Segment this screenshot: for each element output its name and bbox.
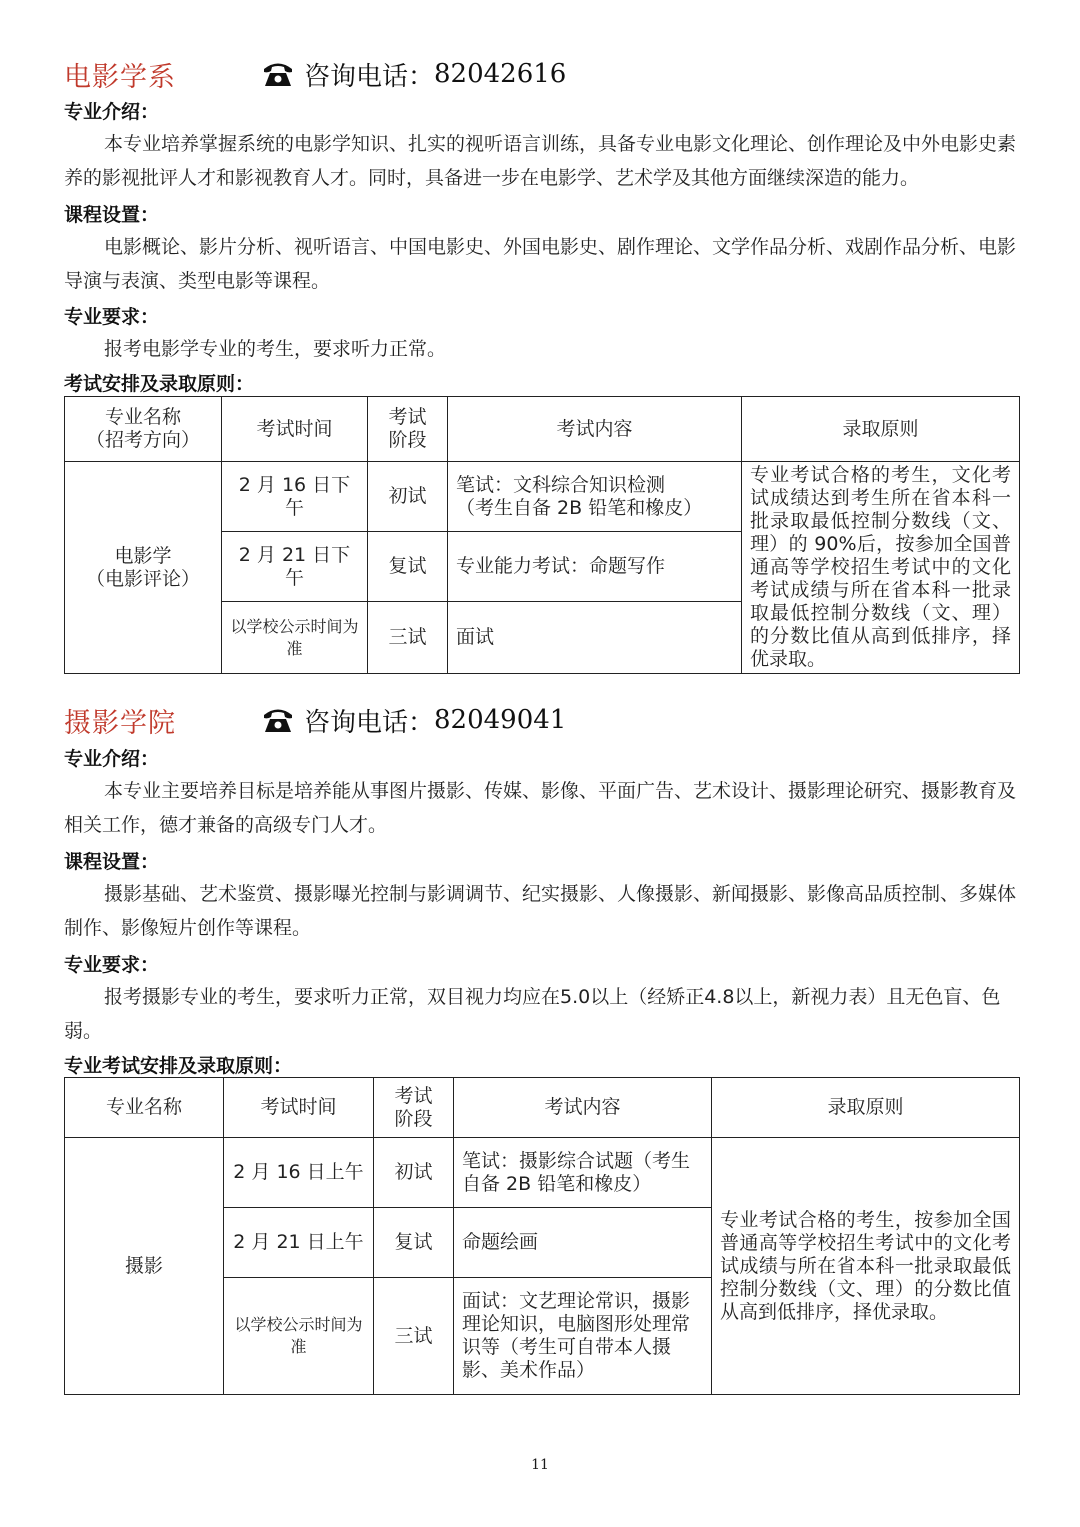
film-phone-label: 咨询电话：	[304, 61, 435, 92]
film-req-label: 专业要求：	[64, 306, 160, 328]
time-cell: 2 月 16 日上午	[224, 1138, 374, 1208]
photo-req-text: 报考摄影专业的考生，要求听力正常，双目视力均应在5.0以上（经矫正4.8以上，新视力表）且无色盲、色弱。	[64, 986, 1001, 1042]
table-header-row	[65, 1078, 1020, 1138]
time-cell: 2 月 21 日上午	[224, 1208, 374, 1278]
film-dept-header	[64, 54, 566, 94]
film-dept-title: 电影学系	[64, 61, 176, 93]
time-cell: 以学校公示时间为准	[222, 602, 368, 674]
film-course-label: 课程设置：	[64, 204, 160, 226]
major-cell: 电影学 （电影评论）	[65, 462, 222, 674]
content-cell: 笔试：摄影综合试题（考生自备 2B 铅笔和橡皮）	[454, 1138, 712, 1208]
header-principle: 录取原则	[712, 1078, 1020, 1138]
photo-intro-text: 本专业主要培养目标是培养能从事图片摄影、传媒、影像、平面广告、艺术设计、摄影理论研究、摄影教育及相关工作，德才兼备的高级专门人才。	[64, 780, 1017, 836]
telephone-icon	[262, 706, 294, 734]
header-stage: 考试 阶段	[374, 1078, 454, 1138]
header-major: 专业名称 （招考方向）	[65, 397, 222, 462]
header-time: 考试时间	[224, 1078, 374, 1138]
time-cell: 2 月 21 日下午	[222, 532, 368, 602]
stage-cell: 复试	[368, 532, 448, 602]
photo-phone-label: 咨询电话：	[304, 707, 435, 738]
table-header-row	[65, 397, 1020, 462]
film-table-label: 考试安排及录取原则：	[64, 373, 255, 395]
time-cell: 2 月 16 日下午	[222, 462, 368, 532]
content-cell: 专业能力考试：命题写作	[448, 532, 742, 602]
content-cell: 笔试：文科综合知识检测 （考生自备 2B 铅笔和橡皮）	[448, 462, 742, 532]
film-intro-text: 本专业培养掌握系统的电影学知识、扎实的视听语言训练，具备专业电影文化理论、创作理论及中外电影史素养的影视批评人才和影视教育人才。同时，具备进一步在电影学、艺术学及其他方面继续深造的能力。	[64, 133, 1017, 189]
stage-cell: 三试	[374, 1278, 454, 1395]
photo-table-label: 专业考试安排及录取原则：	[64, 1055, 293, 1077]
principle-cell: 专业考试合格的考生，文化考试成绩达到考生所在省本科一批录取最低控制分数线（文、理）的 90%后，按参加全国普通高等学校招生考试中的文化考试成绩与所在省本科一批录取最低控制分数线（文、理）的分数比值从高到低排序，择优录取。	[742, 462, 1020, 674]
stage-cell: 初试	[374, 1138, 454, 1208]
header-time: 考试时间	[222, 397, 368, 462]
content-cell: 命题绘画	[454, 1208, 712, 1278]
photo-dept-title: 摄影学院	[64, 707, 176, 739]
content-cell: 面试：文艺理论常识，摄影理论知识，电脑图形处理常识等（考生可自带本人摄影、美术作品）	[454, 1278, 712, 1395]
stage-cell: 复试	[374, 1208, 454, 1278]
header-major: 专业名称	[65, 1078, 224, 1138]
header-principle: 录取原则	[742, 397, 1020, 462]
photo-intro-label: 专业介绍：	[64, 748, 160, 770]
principle-cell: 专业考试合格的考生，按参加全国普通高等学校招生考试中的文化考试成绩与所在省本科一批录取最低控制分数线（文、理）的分数比值从高到低排序，择优录取。	[712, 1138, 1020, 1395]
photo-dept-header	[64, 700, 566, 740]
content-cell: 面试	[448, 602, 742, 674]
stage-cell: 三试	[368, 602, 448, 674]
film-req-text: 报考电影学专业的考生，要求听力正常。	[104, 338, 447, 360]
film-intro-label: 专业介绍：	[64, 101, 160, 123]
photo-req-label: 专业要求：	[64, 954, 160, 976]
stage-cell: 初试	[368, 462, 448, 532]
photo-course-text: 摄影基础、艺术鉴赏、摄影曝光控制与影调调节、纪实摄影、人像摄影、新闻摄影、影像高品质控制、多媒体制作、影像短片创作等课程。	[64, 883, 1017, 939]
header-content: 考试内容	[448, 397, 742, 462]
header-content: 考试内容	[454, 1078, 712, 1138]
photo-phone-number: 82049041	[434, 705, 567, 735]
time-cell: 以学校公示时间为准	[224, 1278, 374, 1395]
photo-course-label: 课程设置：	[64, 851, 160, 873]
film-course-text: 电影概论、影片分析、视听语言、中国电影史、外国电影史、剧作理论、文学作品分析、戏剧作品分析、电影导演与表演、类型电影等课程。	[64, 236, 1017, 292]
film-exam-table	[64, 396, 1020, 674]
table-row	[65, 462, 1020, 532]
page-number: 11	[531, 1457, 549, 1473]
photo-exam-table	[64, 1077, 1020, 1395]
telephone-icon	[262, 60, 294, 88]
header-stage: 考试 阶段	[368, 397, 448, 462]
table-row	[65, 1138, 1020, 1208]
major-cell: 摄影	[65, 1138, 224, 1395]
film-phone-number: 82042616	[434, 59, 567, 89]
